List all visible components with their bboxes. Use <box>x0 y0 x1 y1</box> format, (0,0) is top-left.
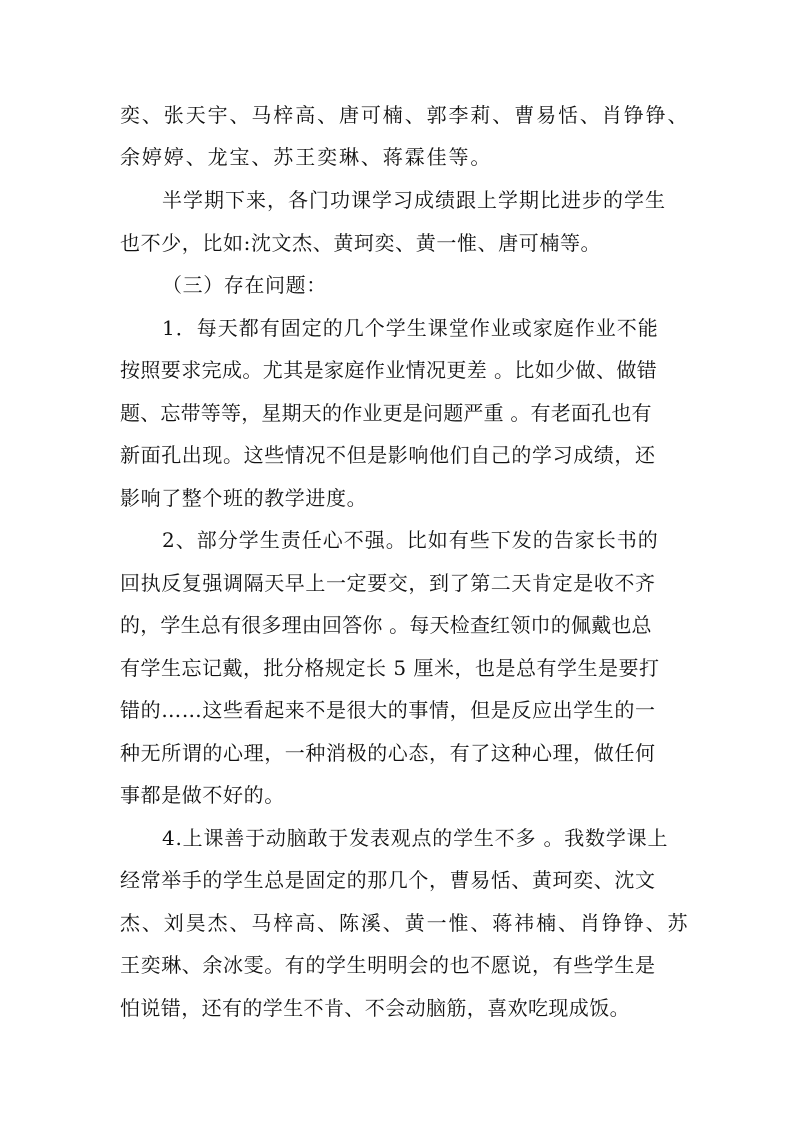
text-line: 按照要求完成。尤其是家庭作业情况更差 。比如少做、做错 <box>120 358 658 382</box>
text-line: 种无所谓的心理，一种消极的心态，有了这种心理，做任何 <box>120 741 656 765</box>
text-line: 2、部分学生责任心不强。比如有些下发的告家长书的 <box>162 528 659 552</box>
text-line: 余婷婷、龙宝、苏王奕琳、蒋霖佳等。 <box>120 145 493 169</box>
text-line: 有学生忘记戴，批分格规定长 5 厘米，也是总有学生是要打 <box>120 656 660 680</box>
text-line: （三）存在问题： <box>162 273 327 297</box>
text-line: 的，学生总有很多理由回答你 。每天检查红领巾的佩戴也总 <box>120 613 652 637</box>
text-line: 影响了整个班的教学进度。 <box>120 486 368 510</box>
text-line: 也不少，比如:沈文杰、黄珂奕、黄一惟、唐可楠等。 <box>120 231 602 255</box>
text-line: 题、忘带等等，星期天的作业更是问题严重 。有老面孔也有 <box>120 401 652 425</box>
text-line: 1．每天都有固定的几个学生课堂作业或家庭作业不能 <box>162 316 659 340</box>
text-line: 错的……这些看起来不是很大的事情，但是反应出学生的一 <box>120 698 656 722</box>
text-line: 怕说错，还有的学生不肯、不会动脑筋，喜欢吃现成饭。 <box>120 996 630 1020</box>
text-line: 4.上课善于动脑敢于发表观点的学生不多 。我数学课上 <box>162 826 669 850</box>
text-line: 新面孔出现。这些情况不但是影响他们自己的学习成绩，还 <box>120 443 656 467</box>
text-line: 奕、张天宇、马梓高、唐可楠、郭李莉、曹易恬、肖铮铮、 <box>120 103 690 127</box>
text-line: 事都是做不好的。 <box>120 783 285 807</box>
text-line: 半学期下来，各门功课学习成绩跟上学期比进步的学生 <box>162 188 666 212</box>
text-line: 王奕琳、余冰雯。有的学生明明会的也不愿说，有些学生是 <box>120 953 656 977</box>
text-line: 回执反复强调隔天早上一定要交，到了第二天肯定是收不齐 <box>120 571 656 595</box>
text-line: 经常举手的学生总是固定的那几个，曹易恬、黄珂奕、沈文 <box>120 868 656 892</box>
text-line: 杰、刘昊杰、马梓高、陈溪、黄一惟、蒋祎楠、肖铮铮、苏 <box>120 911 690 935</box>
